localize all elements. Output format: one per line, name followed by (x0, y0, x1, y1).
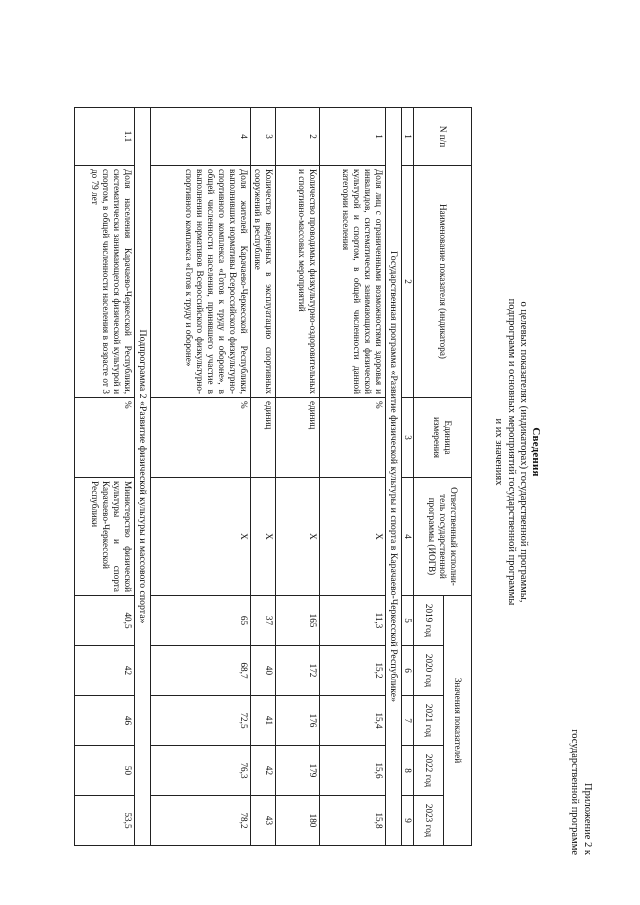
row-value: 15,6 (320, 746, 386, 796)
header-responsible: Ответственный исполни-тель государственной программы (ИОГВ) (414, 478, 472, 596)
row-responsible: Х (276, 478, 320, 596)
row-indicator-name: Количество введенных в эксплуатацию спортивных сооружений в республике (251, 166, 276, 398)
row-unit: единиц (251, 398, 276, 478)
row-value: 42 (251, 746, 276, 796)
row-unit: % (75, 398, 135, 478)
title-line-2: подпрограмм и основных мероприятий государственной программы (506, 298, 517, 606)
table-row (151, 108, 251, 846)
table-row (320, 108, 386, 846)
table-row (276, 108, 320, 846)
table-row (251, 108, 276, 846)
appendix-line-2: государственной программе (569, 729, 580, 855)
document-title (492, 27, 542, 877)
header-num: N п/п (414, 108, 472, 166)
row-indicator-name: Доля лиц с ограниченными возможностями здоровья и инвалидов, систематически занимающихся физической культурой и спортом, в общей численности данной категории населения (320, 166, 386, 398)
row-num: 1 (320, 108, 386, 166)
row-value: 15,8 (320, 796, 386, 846)
row-num: 3 (251, 108, 276, 166)
row-value: 172 (276, 646, 320, 696)
row-value: 15,4 (320, 696, 386, 746)
header-values-group: Значения показателей (444, 596, 472, 846)
column-index: 8 (402, 746, 414, 796)
row-value: 15,2 (320, 646, 386, 696)
row-responsible: Х (251, 478, 276, 596)
column-index: 1 (402, 108, 414, 166)
row-unit: % (320, 398, 386, 478)
row-indicator-name: Доля жителей Карачаево-Черкесской Республики, выполнивших нормативы Всероссийского физкультурно-спортивного комплекса «Готов к труду и обороне», в общей численности населения, принявшего участие в выполнении нормативов Всероссийского физкультурно-спортивного комплекса «Готов к труду и обороне» (151, 166, 251, 398)
row-value: 37 (251, 596, 276, 646)
header-row-1 (444, 108, 472, 846)
appendix-line-1: Приложение 2 к (582, 783, 593, 855)
section-row-program (386, 108, 402, 846)
row-responsible: Х (151, 478, 251, 596)
header-name: Наименование показателя (индикатора) (414, 166, 472, 398)
section-title-program: Государственная программа «Развитие физической культуры и спорта в Карачаево-Черкесской Республике» (386, 108, 402, 846)
header-unit: Единица измерения (414, 398, 472, 478)
row-value: 68,7 (151, 646, 251, 696)
rotated-document-page (40, 27, 600, 877)
row-num: 2 (276, 108, 320, 166)
row-value: 65 (151, 596, 251, 646)
row-unit: % (151, 398, 251, 478)
row-responsible: Министерство физической культуры и спорта Карачаево-Черкесской Республики (75, 478, 135, 596)
row-value: 46 (75, 696, 135, 746)
column-index: 5 (402, 596, 414, 646)
row-value: 40 (251, 646, 276, 696)
row-indicator-name: Количество проводимых физкультурно-оздоровительных и спортивно-массовых мероприятий (276, 166, 320, 398)
row-value: 41 (251, 696, 276, 746)
indicators-table (74, 107, 472, 846)
row-value: 165 (276, 596, 320, 646)
row-value: 43 (251, 796, 276, 846)
row-num: 4 (151, 108, 251, 166)
row-unit: единиц (276, 398, 320, 478)
row-value: 11,3 (320, 596, 386, 646)
header-year: 2019 год (414, 596, 444, 646)
column-index-row (402, 108, 414, 846)
column-index: 9 (402, 796, 414, 846)
title-line-1: о целевых показателях (индикаторах) государственной программы, (518, 301, 530, 603)
row-value: 180 (276, 796, 320, 846)
column-index: 6 (402, 646, 414, 696)
title-line-3: и их значениях (493, 418, 505, 486)
column-index: 3 (402, 398, 414, 478)
section-title-subprogram: Подпрограмма 2 «Развитие физической культуры и массового спорта» (135, 108, 151, 846)
row-value: 53,5 (75, 796, 135, 846)
column-index: 4 (402, 478, 414, 596)
table-row (75, 108, 135, 846)
section-row-subprogram (135, 108, 151, 846)
column-index: 2 (402, 166, 414, 398)
header-year: 2021 год (414, 696, 444, 746)
header-year: 2020 год (414, 646, 444, 696)
row-value: 72,5 (151, 696, 251, 746)
row-value: 78,2 (151, 796, 251, 846)
row-num: 1.1 (75, 108, 135, 166)
title-heading: Сведения (530, 427, 542, 477)
header-year: 2023 год (414, 796, 444, 846)
row-responsible: Х (320, 478, 386, 596)
row-value: 42 (75, 646, 135, 696)
row-value: 76,3 (151, 746, 251, 796)
row-value: 179 (276, 746, 320, 796)
header-year: 2022 год (414, 746, 444, 796)
row-indicator-name: Доля населения Карачаево-Черкесской Республики, систематически занимающегося физической культурой и спортом, в общей численности населения в возрасте от 3 до 79 лет (75, 166, 135, 398)
row-value: 40,5 (75, 596, 135, 646)
appendix-note (568, 729, 594, 855)
row-value: 176 (276, 696, 320, 746)
column-index: 7 (402, 696, 414, 746)
row-value: 50 (75, 746, 135, 796)
